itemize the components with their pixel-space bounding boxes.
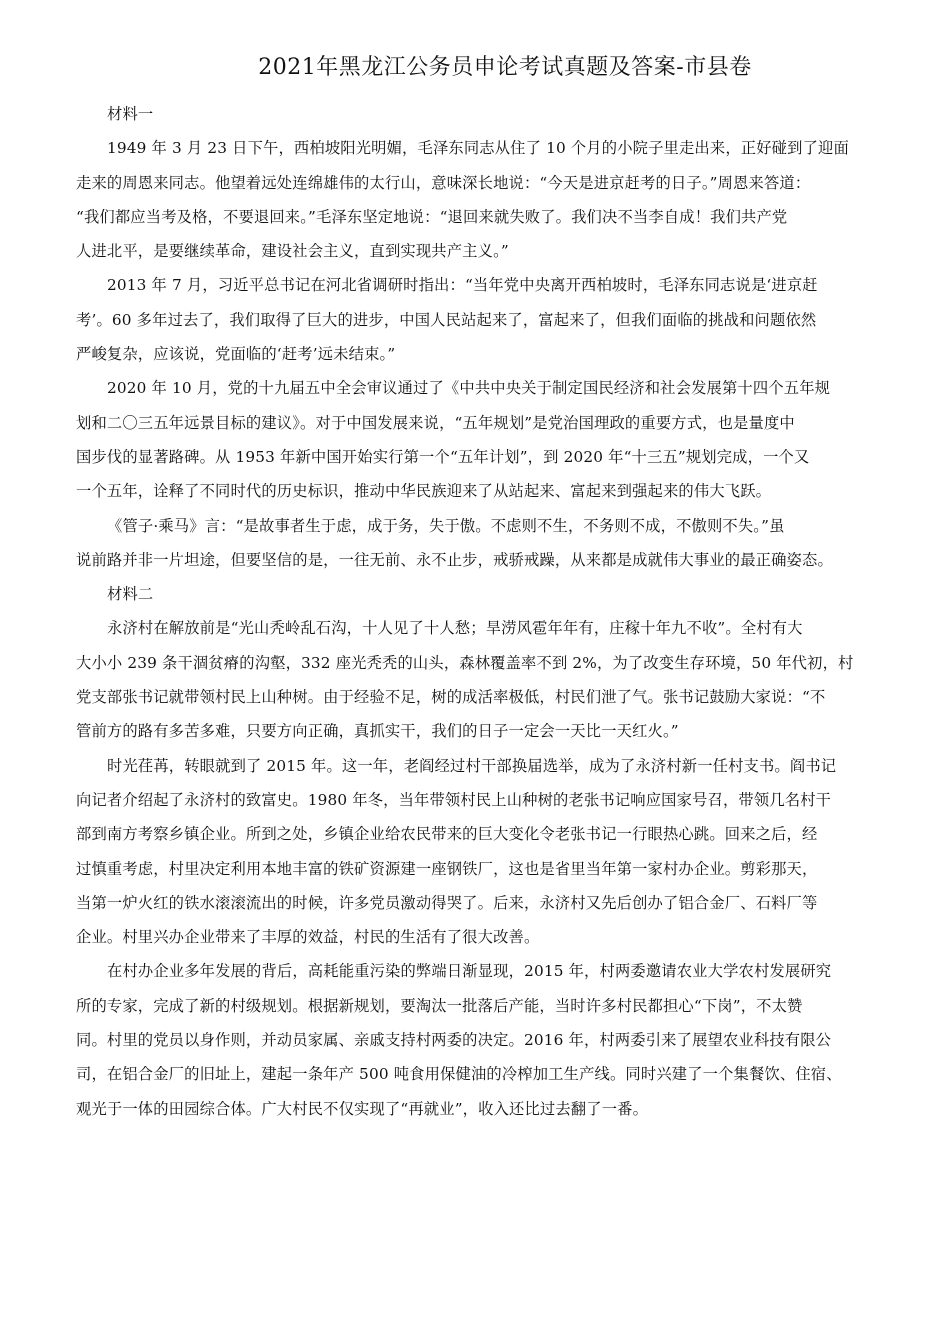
paragraph-line: 司，在铝合金厂的旧址上，建起一条年产 500 吨食用保健油的冷榨加工生产线。同时兴建了一个集餐饮、住宿、: [76, 1065, 842, 1084]
paragraph: [76, 131, 910, 268]
paragraph-line: 走来的周恩来同志。他望着远处连绵雄伟的太行山，意味深长地说：“今天是进京赶考的日子。”周恩来答道：: [76, 173, 811, 192]
paragraph-line: 管前方的路有多苦多难，只要方向正确，真抓实干，我们的日子一定会一天比一天红火。”: [76, 722, 679, 741]
paragraph-line: 大小小 239 条干涸贫瘠的沟壑，332 座光秃秃的山头，森林覆盖率不到 2%，为了改变生存环境，50 年代初，村: [76, 653, 854, 672]
paragraph-line: 企业。村里兴办企业带来了丰厚的效益，村民的生活有了很大改善。: [76, 928, 540, 947]
paragraph-line: 说前路并非一片坦途，但要坚信的是，一往无前、永不止步，戒骄戒躁，从来都是成就伟大事业的最正确姿态。: [76, 550, 833, 569]
paragraph-line: 向记者介绍起了永济村的致富史。1980 年冬，当年带领村民上山种树的老张书记响应国家号召，带领几名村干: [76, 790, 832, 809]
paragraph-line: 当第一炉火红的铁水滚滚流出的时候，许多党员激动得哭了。后来，永济村又先后创办了铝合金厂、石料厂等: [76, 893, 818, 912]
paragraph: [76, 611, 910, 748]
paragraph-line: 永济村在解放前是“光山秃岭乱石沟，十人见了十人愁；旱涝风雹年年有，庄稼十年九不收”。全村有大: [107, 619, 803, 638]
paragraph-line: 时光荏苒，转眼就到了 2015 年。这一年，老阎经过村干部换届选举，成为了永济村新一任村支书。阎书记: [107, 756, 837, 775]
paragraph-line: 《管子·乘马》言：“是故事者生于虑，成于务，失于傲。不虑则不生，不务则不成，不傲则不失。”虽: [107, 516, 785, 535]
paragraph: [76, 509, 910, 578]
paragraph-line: 观光于一体的田园综合体。广大村民不仅实现了“再就业”，收入还比过去翻了一番。: [76, 1099, 649, 1118]
section-heading: 材料二: [107, 585, 154, 604]
paragraph-line: 一个五年，诠释了不同时代的历史标识，推动中华民族迎来了从站起来、富起来到强起来的伟大飞跃。: [76, 482, 772, 501]
paragraph-line: 国步伐的显著路碑。从 1953 年新中国开始实行第一个“五年计划”，到 2020 年“十三五”规划完成，一个又: [76, 447, 810, 466]
paragraph-line: 2013 年 7 月，习近平总书记在河北省调研时指出：“当年党中央离开西柏坡时，毛泽东同志说是‘进京赶: [107, 276, 818, 295]
section-heading: 材料一: [107, 105, 154, 123]
paragraph-line: 在村办企业多年发展的背后，高耗能重污染的弊端日渐显现，2015 年，村两委邀请农业大学农村发展研究: [107, 962, 832, 981]
paragraph-line: 划和二〇三五年远景目标的建议》。对于中国发展来说，“五年规划”是党治国理政的重要方式，也是量度中: [76, 413, 795, 432]
paragraph-line: 同。村里的党员以身作则，并动员家属、亲戚支持村两委的决定。2016 年，村两委引来了展望农业科技有限公: [76, 1031, 832, 1050]
paragraph: [76, 954, 910, 1125]
paragraph: [76, 749, 910, 955]
paragraph-line: 2020 年 10 月，党的十九届五中全会审议通过了《中共中央关于制定国民经济和社会发展第十四个五年规: [107, 379, 831, 398]
paragraph-line: 所的专家，完成了新的村级规划。根据新规划，要淘汰一批落后产能，当时许多村民都担心“下岗”，不太赞: [76, 996, 803, 1015]
paragraph-line: “我们都应当考及格，不要退回来。”毛泽东坚定地说：“退回来就失败了。我们决不当李自成！我们共产党: [76, 207, 788, 226]
paragraph-line: 部到南方考察乡镇企业。所到之处，乡镇企业给农民带来的巨大变化令老张书记一行眼热心跳。回来之后，经: [76, 825, 818, 844]
paragraph-line: 严峻复杂，应该说，党面临的‘赶考’远未结束。”: [76, 345, 396, 364]
paragraph-line: 1949 年 3 月 23 日下午，西柏坡阳光明媚，毛泽东同志从住了 10 个月的小院子里走出来，正好碰到了迎面: [107, 139, 849, 158]
paragraph-line: 党支部张书记就带领村民上山种树。由于经验不足，树的成活率极低，村民们泄了气。张书记鼓励大家说：“不: [76, 688, 826, 707]
paragraph-line: 考’。60 多年过去了，我们取得了巨大的进步，中国人民站起来了，富起来了，但我们面临的挑战和问题依然: [76, 310, 817, 329]
document-body: [76, 97, 910, 1126]
paragraph: [76, 371, 910, 508]
paragraph: [76, 268, 910, 371]
paragraph-line: 人进北平，是要继续革命，建设社会主义，直到实现共产主义。”: [76, 242, 509, 261]
page-title: 2021年黑龙江公务员申论考试真题及答案-市县卷: [258, 55, 752, 80]
paragraph-line: 过慎重考虑，村里决定利用本地丰富的铁矿资源建一座钢铁厂，这也是省里当年第一家村办企业。剪彩那天，: [76, 859, 818, 878]
